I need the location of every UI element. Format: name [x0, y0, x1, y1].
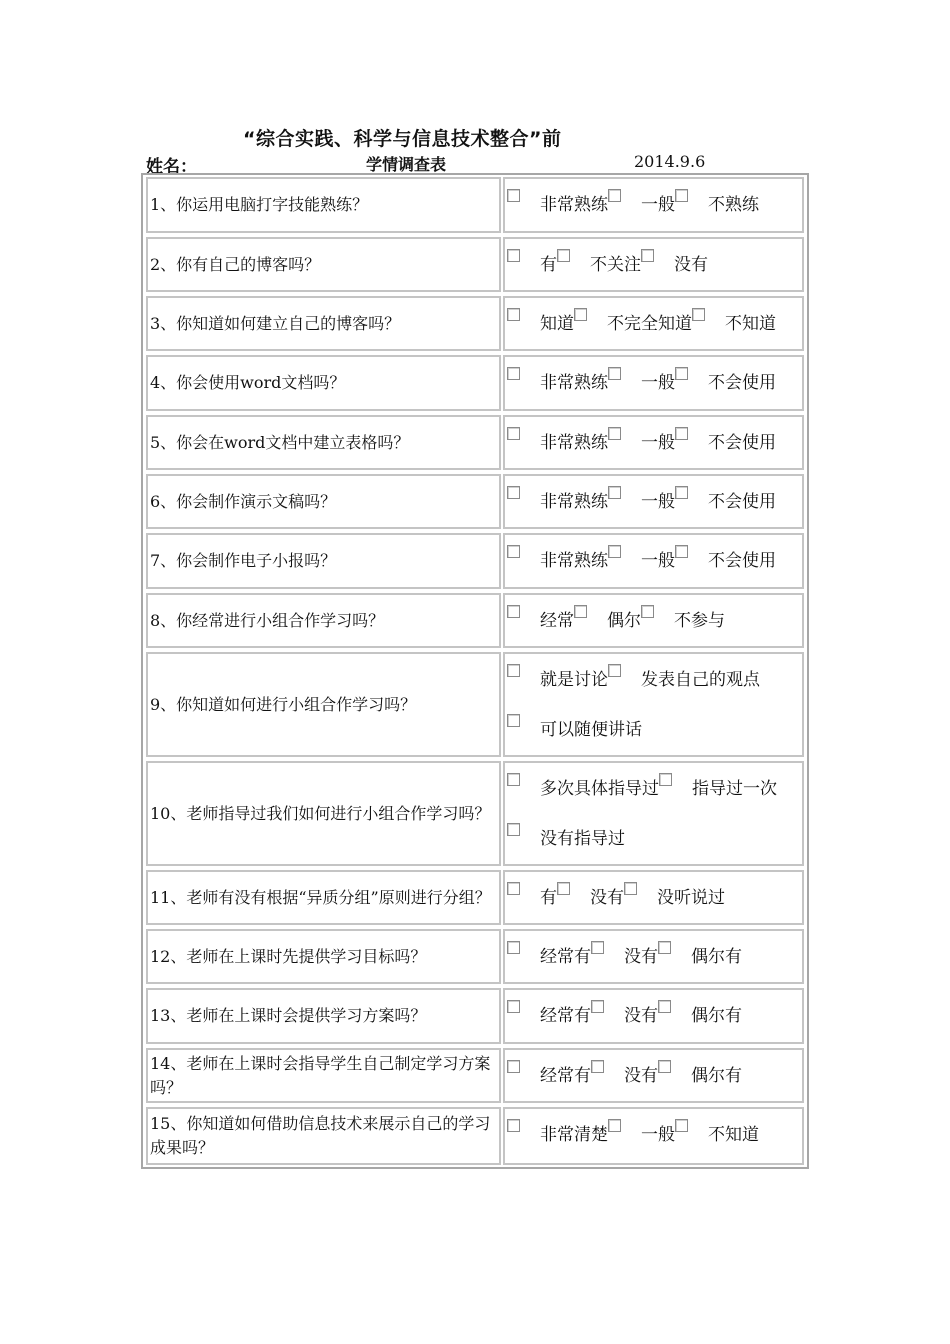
- question-row: [143, 175, 807, 235]
- option-label: 非常熟练: [540, 195, 608, 215]
- answer-options: [503, 237, 804, 292]
- option-label: 一般: [641, 551, 675, 571]
- question-text: 4、你会使用word文档吗？: [146, 355, 501, 411]
- answer-options: [503, 474, 804, 529]
- survey-date: 2014.9.6: [634, 152, 706, 171]
- checkbox[interactable]: [658, 941, 671, 954]
- checkbox[interactable]: [608, 367, 621, 380]
- option-label: 非常清楚: [540, 1125, 608, 1145]
- answer-options: [503, 415, 804, 470]
- checkbox[interactable]: [507, 773, 520, 786]
- checkbox[interactable]: [574, 308, 587, 321]
- option-label: 不会使用: [708, 551, 776, 571]
- option-label: 非常熟练: [540, 433, 608, 453]
- survey-title: “综合实践、科学与信息技术整合”前: [243, 128, 562, 150]
- question-row: [143, 759, 807, 868]
- option-label: 没听说过: [657, 888, 725, 908]
- answer-options: [503, 652, 804, 757]
- checkbox[interactable]: [507, 1000, 520, 1013]
- option-label: 一般: [641, 373, 675, 393]
- answer-line: [507, 544, 802, 571]
- option-label: 非常熟练: [540, 551, 608, 571]
- option-label: 不参与: [674, 611, 725, 631]
- checkbox[interactable]: [507, 1060, 520, 1073]
- option-label: 没有: [674, 255, 708, 275]
- checkbox[interactable]: [675, 545, 688, 558]
- question-text: 7、你会制作电子小报吗？: [146, 533, 501, 589]
- answer-options: [503, 761, 804, 866]
- checkbox[interactable]: [507, 714, 520, 727]
- checkbox[interactable]: [675, 1119, 688, 1132]
- answer-options: [503, 1048, 804, 1103]
- checkbox[interactable]: [675, 189, 688, 202]
- checkbox[interactable]: [641, 249, 654, 262]
- option-label: 偶尔有: [691, 1066, 742, 1086]
- answer-line: [507, 426, 802, 453]
- checkbox[interactable]: [507, 545, 520, 558]
- question-row: [143, 1105, 807, 1167]
- answer-line: [507, 999, 802, 1026]
- option-label: 不会使用: [708, 433, 776, 453]
- question-row: [143, 986, 807, 1046]
- checkbox[interactable]: [675, 486, 688, 499]
- question-text: 6、你会制作演示文稿吗？: [146, 474, 501, 529]
- answer-line: [507, 1118, 802, 1145]
- answer-line: [507, 663, 802, 690]
- option-label: 一般: [641, 492, 675, 512]
- answer-line: [507, 604, 802, 631]
- question-row: [143, 927, 807, 986]
- option-label: 没有: [624, 947, 658, 967]
- option-label: 指导过一次: [692, 779, 777, 799]
- question-row: [143, 1046, 807, 1105]
- question-row: [143, 235, 807, 294]
- question-text: 10、老师指导过我们如何进行小组合作学习吗？: [146, 761, 501, 866]
- answer-line: [507, 485, 802, 512]
- checkbox[interactable]: [608, 189, 621, 202]
- checkbox[interactable]: [608, 664, 621, 677]
- option-label: 经常: [540, 611, 574, 631]
- checkbox[interactable]: [507, 308, 520, 321]
- option-label: 有: [540, 888, 557, 908]
- question-text: 12、老师在上课时先提供学习目标吗？: [146, 929, 501, 984]
- answer-options: [503, 593, 804, 648]
- option-label: 不完全知道: [607, 314, 692, 334]
- option-label: 不知道: [708, 1125, 759, 1145]
- option-label: 非常熟练: [540, 373, 608, 393]
- question-row: [143, 353, 807, 413]
- answer-options: [503, 870, 804, 925]
- question-row: [143, 650, 807, 759]
- answer-options: [503, 533, 804, 589]
- question-text: 11、老师有没有根据“异质分组”原则进行分组？: [146, 870, 501, 925]
- option-label: 偶尔有: [691, 1006, 742, 1026]
- name-label: 姓名：: [146, 157, 197, 177]
- checkbox[interactable]: [591, 1000, 604, 1013]
- checkbox[interactable]: [507, 664, 520, 677]
- checkbox[interactable]: [675, 427, 688, 440]
- option-label: 知道: [540, 314, 574, 334]
- option-label: 没有: [590, 888, 624, 908]
- option-label: 不会使用: [708, 492, 776, 512]
- checkbox[interactable]: [507, 1119, 520, 1132]
- checkbox[interactable]: [574, 605, 587, 618]
- survey-subtitle: 学情调查表: [366, 155, 447, 174]
- option-label: 多次具体指导过: [540, 779, 659, 799]
- answer-line: [507, 940, 802, 967]
- option-label: 偶尔: [607, 611, 641, 631]
- checkbox[interactable]: [658, 1000, 671, 1013]
- answer-line: [507, 1059, 802, 1086]
- answer-line: [507, 248, 802, 275]
- answer-line: [507, 822, 802, 849]
- question-row: [143, 294, 807, 353]
- checkbox[interactable]: [624, 882, 637, 895]
- checkbox[interactable]: [507, 941, 520, 954]
- option-label: 经常有: [540, 1006, 591, 1026]
- question-row: [143, 591, 807, 650]
- question-text: 2、你有自己的博客吗？: [146, 237, 501, 292]
- question-row: [143, 472, 807, 531]
- checkbox[interactable]: [507, 882, 520, 895]
- question-text: 14、老师在上课时会指导学生自己制定学习方案吗？: [146, 1048, 501, 1103]
- answer-options: [503, 355, 804, 411]
- option-label: 没有: [624, 1006, 658, 1026]
- checkbox[interactable]: [507, 605, 520, 618]
- question-text: 5、你会在word文档中建立表格吗？: [146, 415, 501, 470]
- option-label: 一般: [641, 1125, 675, 1145]
- answer-line: [507, 772, 802, 799]
- option-label: 经常有: [540, 947, 591, 967]
- question-row: [143, 531, 807, 591]
- answer-line: [507, 713, 802, 740]
- answer-line: [507, 366, 802, 393]
- option-label: 就是讨论: [540, 670, 608, 690]
- checkbox[interactable]: [507, 249, 520, 262]
- checkbox[interactable]: [658, 1060, 671, 1073]
- option-label: 不熟练: [708, 195, 759, 215]
- question-text: 9、你知道如何进行小组合作学习吗？: [146, 652, 501, 757]
- checkbox[interactable]: [608, 427, 621, 440]
- answer-options: [503, 929, 804, 984]
- question-row: [143, 413, 807, 472]
- question-text: 1、你运用电脑打字技能熟练？: [146, 177, 501, 233]
- survey-table: [141, 173, 809, 1169]
- option-label: 可以随便讲话: [540, 720, 642, 740]
- answer-options: [503, 1107, 804, 1165]
- question-text: 8、你经常进行小组合作学习吗？: [146, 593, 501, 648]
- checkbox[interactable]: [608, 486, 621, 499]
- answer-line: [507, 307, 802, 334]
- checkbox[interactable]: [692, 308, 705, 321]
- checkbox[interactable]: [675, 367, 688, 380]
- option-label: 一般: [641, 195, 675, 215]
- option-label: 一般: [641, 433, 675, 453]
- answer-options: [503, 988, 804, 1044]
- checkbox[interactable]: [507, 367, 520, 380]
- checkbox[interactable]: [659, 773, 672, 786]
- option-label: 不知道: [725, 314, 776, 334]
- checkbox[interactable]: [557, 882, 570, 895]
- option-label: 有: [540, 255, 557, 275]
- option-label: 经常有: [540, 1066, 591, 1086]
- option-label: 偶尔有: [691, 947, 742, 967]
- answer-line: [507, 881, 802, 908]
- question-text: 3、你知道如何建立自己的博客吗？: [146, 296, 501, 351]
- answer-line: [507, 188, 802, 215]
- question-text: 13、老师在上课时会提供学习方案吗？: [146, 988, 501, 1044]
- checkbox[interactable]: [507, 823, 520, 836]
- checkbox[interactable]: [608, 545, 621, 558]
- option-label: 没有指导过: [540, 829, 625, 849]
- checkbox[interactable]: [591, 941, 604, 954]
- answer-options: [503, 177, 804, 233]
- option-label: 没有: [624, 1066, 658, 1086]
- checkbox[interactable]: [507, 427, 520, 440]
- option-label: 非常熟练: [540, 492, 608, 512]
- answer-options: [503, 296, 804, 351]
- checkbox[interactable]: [591, 1060, 604, 1073]
- checkbox[interactable]: [641, 605, 654, 618]
- checkbox[interactable]: [507, 486, 520, 499]
- question-text: 15、你知道如何借助信息技术来展示自己的学习成果吗？: [146, 1107, 501, 1165]
- checkbox[interactable]: [608, 1119, 621, 1132]
- checkbox[interactable]: [507, 189, 520, 202]
- option-label: 不会使用: [708, 373, 776, 393]
- option-label: 发表自己的观点: [641, 670, 760, 690]
- question-row: [143, 868, 807, 927]
- option-label: 不关注: [590, 255, 641, 275]
- checkbox[interactable]: [557, 249, 570, 262]
